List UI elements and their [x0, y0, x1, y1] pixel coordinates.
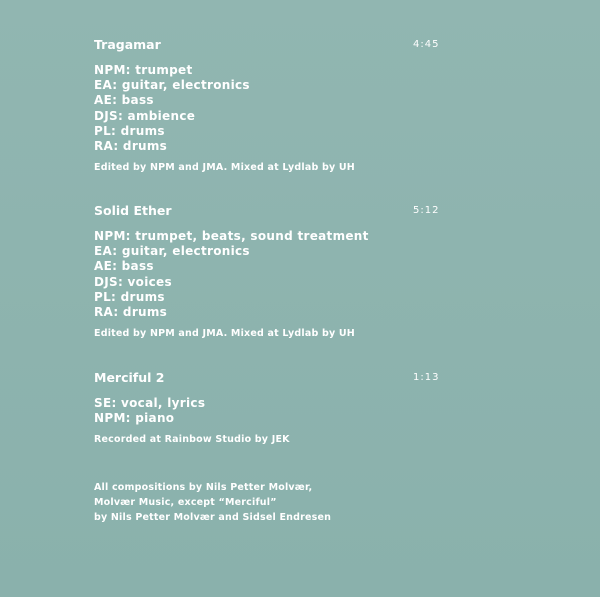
track-duration: 1:13	[413, 372, 440, 383]
credit-line: EA: guitar, electronics	[94, 244, 250, 259]
credit-line: EA: guitar, electronics	[94, 78, 250, 93]
track-title: Solid Ether	[94, 203, 172, 218]
composition-credits	[94, 480, 444, 525]
credit-line: DJS: ambience	[94, 108, 196, 123]
track-note: Edited by NPM and JMA. Mixed at Lydlab by UH	[94, 328, 355, 340]
credit-line: NPM: trumpet	[94, 63, 193, 77]
track-credits	[94, 63, 444, 154]
track-duration: 5:12	[413, 205, 440, 216]
footer-line: Molvær Music, except “Merciful”	[94, 497, 277, 508]
credit-line: AE: bass	[94, 93, 154, 108]
track-merciful-2	[94, 370, 444, 446]
credit-line: AE: bass	[94, 259, 154, 274]
track-tragamar	[94, 37, 444, 174]
track-solid-ether	[94, 203, 444, 340]
footer-line: All compositions by Nils Petter Molvær,	[94, 482, 313, 493]
credit-line: DJS: voices	[94, 274, 172, 289]
track-title: Merciful 2	[94, 370, 165, 385]
credit-line: RA: drums	[94, 139, 168, 154]
credit-line: RA: drums	[94, 305, 168, 320]
footer-line: by Nils Petter Molvær and Sidsel Endresen	[94, 512, 332, 523]
credit-line: SE: vocal, lyrics	[94, 396, 206, 410]
track-title: Tragamar	[94, 37, 161, 52]
track-credits	[94, 229, 444, 320]
track-note: Recorded at Rainbow Studio by JEK	[94, 434, 290, 446]
track-credits	[94, 396, 444, 426]
credit-line: NPM: piano	[94, 411, 175, 426]
credit-line: PL: drums	[94, 289, 165, 304]
credit-line: PL: drums	[94, 123, 165, 138]
track-note: Edited by NPM and JMA. Mixed at Lydlab by UH	[94, 162, 355, 174]
credit-line: NPM: trumpet, beats, sound treatment	[94, 229, 369, 243]
track-duration: 4:45	[413, 39, 440, 50]
